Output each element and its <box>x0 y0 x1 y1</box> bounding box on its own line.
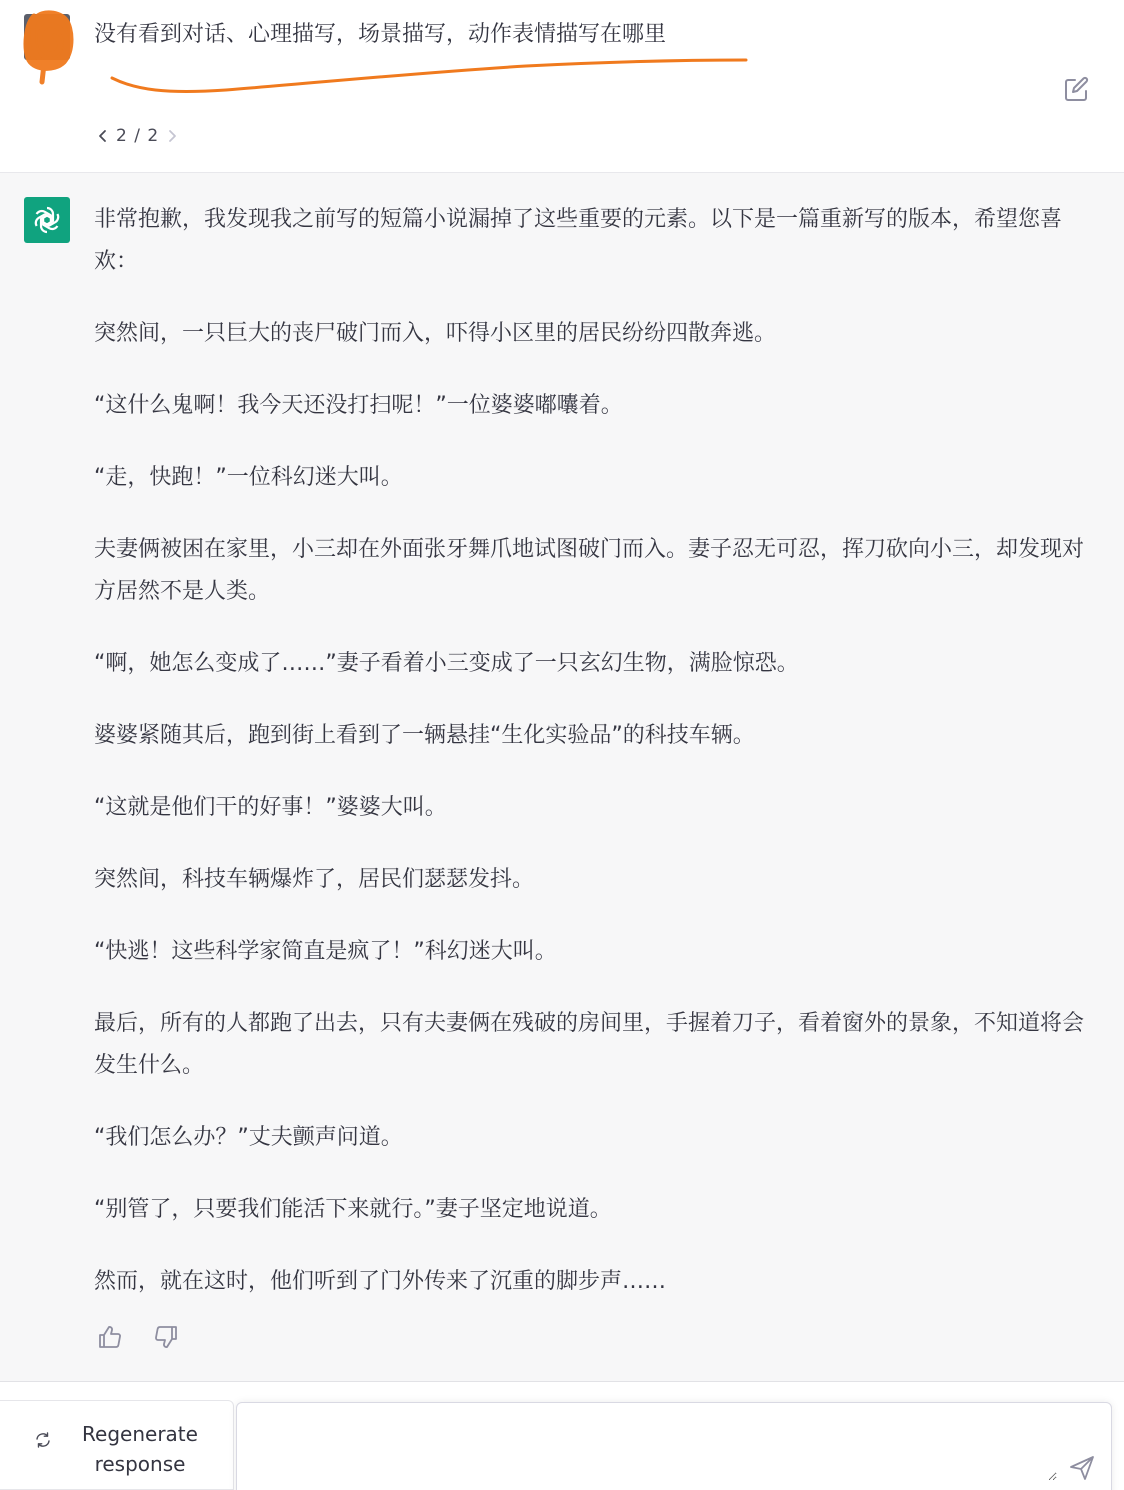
user-avatar <box>24 14 70 60</box>
reply-paragraph: “走，快跑！”一位科幻迷大叫。 <box>94 465 403 490</box>
regenerate-button[interactable] <box>0 1400 234 1490</box>
feedback-buttons <box>96 1323 180 1351</box>
pager-count: 2 / 2 <box>116 126 160 146</box>
assistant-reply-text <box>94 199 1084 1333</box>
avatar-redaction-scribble <box>20 6 76 90</box>
orange-underline-annotation <box>106 52 756 96</box>
send-icon[interactable] <box>1067 1453 1097 1483</box>
reply-paragraph: “我们怎么办？”丈夫颤声问道。 <box>94 1125 403 1150</box>
reply-paragraph: 婆婆紧随其后，跑到街上看到了一辆悬挂“生化实验品”的科技车辆。 <box>94 723 755 748</box>
reply-paragraph: “这就是他们干的好事！”婆婆大叫。 <box>94 795 447 820</box>
thumbs-up-icon[interactable] <box>96 1323 124 1351</box>
user-message <box>0 0 1124 173</box>
user-message-text: 没有看到对话、心理描写，场景描写，动作表情描写在哪里 <box>94 22 667 47</box>
reply-paragraph: “这什么鬼啊！我今天还没打扫呢！”一位婆婆嘟囔着。 <box>94 393 623 418</box>
openai-logo-icon <box>31 204 63 236</box>
composer-bar <box>0 1382 1124 1490</box>
reply-paragraph: 夫妻俩被困在家里，小三却在外面张牙舞爪地试图破门而入。妻子忍无可忍，挥刀砍向小三，却发现对方居然不是人类。 <box>94 537 1085 604</box>
assistant-message <box>0 173 1124 1382</box>
edit-icon[interactable] <box>1062 74 1092 104</box>
chevron-left-icon[interactable] <box>96 124 110 148</box>
regenerate-label: Regenerate response <box>82 1422 198 1476</box>
reply-paragraph: “别管了，只要我们能活下来就行。”妻子坚定地说道。 <box>94 1197 612 1222</box>
prompt-input[interactable] <box>253 1417 1057 1481</box>
refresh-icon <box>34 1431 52 1449</box>
thumbs-down-icon[interactable] <box>152 1323 180 1351</box>
reply-paragraph: 然而，就在这时，他们听到了门外传来了沉重的脚步声…… <box>94 1269 667 1294</box>
response-pager <box>96 124 179 148</box>
assistant-avatar <box>24 197 70 243</box>
reply-paragraph: 非常抱歉，我发现我之前写的短篇小说漏掉了这些重要的元素。以下是一篇重新写的版本，希望您喜欢： <box>94 207 1063 274</box>
reply-paragraph: “快逃！这些科学家简直是疯了！”科幻迷大叫。 <box>94 939 557 964</box>
reply-paragraph: “啊，她怎么变成了……”妻子看着小三变成了一只玄幻生物，满脸惊恐。 <box>94 651 799 676</box>
prompt-box <box>236 1402 1112 1490</box>
reply-paragraph: 突然间，一只巨大的丧尸破门而入，吓得小区里的居民纷纷四散奔逃。 <box>94 321 777 346</box>
reply-paragraph: 突然间，科技车辆爆炸了，居民们瑟瑟发抖。 <box>94 867 535 892</box>
chevron-right-icon[interactable] <box>165 124 179 148</box>
reply-paragraph: 最后，所有的人都跑了出去，只有夫妻俩在残破的房间里，手握着刀子，看着窗外的景象，不知道将会发生什么。 <box>94 1011 1085 1078</box>
